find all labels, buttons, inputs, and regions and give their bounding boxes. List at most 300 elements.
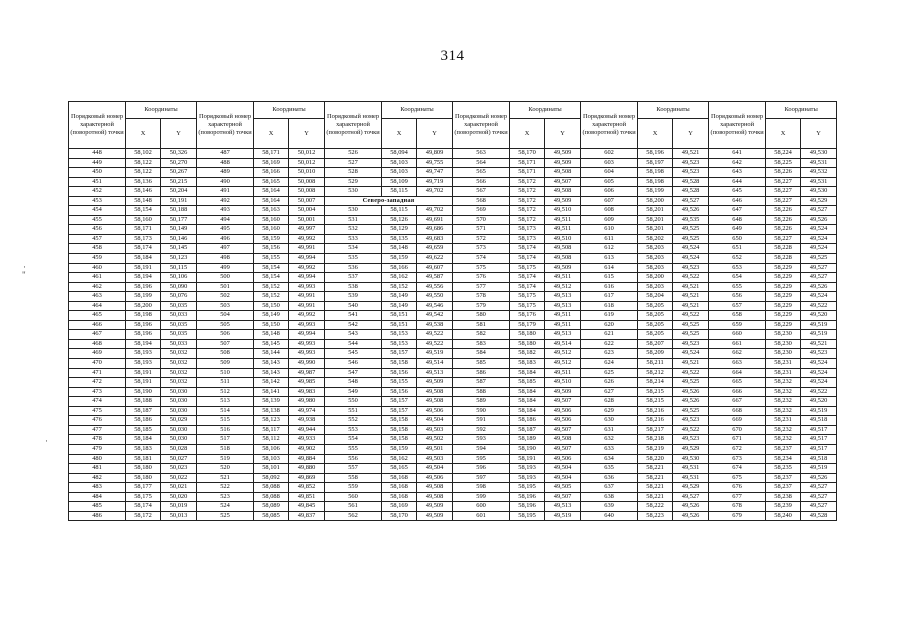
cell-point-number: 557 — [325, 464, 382, 474]
cell-y: 49,524 — [801, 244, 837, 254]
cell-x: 58,164 — [254, 196, 289, 206]
cell-point-number: 569 — [453, 206, 510, 216]
cell-point-number: 498 — [197, 254, 254, 264]
cell-y: 49,556 — [417, 282, 453, 292]
cell-x: 58,175 — [510, 292, 545, 302]
cell-y: 49,525 — [801, 254, 837, 264]
cell-point-number: 677 — [709, 492, 766, 502]
cell-x: 58,154 — [254, 263, 289, 273]
cell-x: 58,218 — [638, 435, 673, 445]
cell-x: 58,201 — [638, 206, 673, 216]
cell-point-number: 651 — [709, 244, 766, 254]
cell-point-number: 636 — [581, 473, 638, 483]
cell-point-number: 448 — [69, 149, 126, 159]
cell-y: 49,523 — [673, 158, 709, 168]
cell-x: 58,205 — [638, 320, 673, 330]
cell-y: 50,030 — [161, 387, 197, 397]
cell-x: 58,179 — [510, 320, 545, 330]
cell-point-number: 664 — [709, 368, 766, 378]
cell-x: 58,216 — [638, 416, 673, 426]
cell-x: 58,193 — [126, 359, 161, 369]
cell-point-number: 524 — [197, 502, 254, 512]
cell-point-number: 637 — [581, 483, 638, 493]
cell-x: 58,221 — [638, 464, 673, 474]
table-row — [69, 435, 837, 445]
cell-point-number: 578 — [453, 292, 510, 302]
cell-point-number: 550 — [325, 397, 382, 407]
cell-y: 49,529 — [673, 483, 709, 493]
cell-x: 58,184 — [126, 435, 161, 445]
cell-x: 58,175 — [126, 492, 161, 502]
cell-y: 49,938 — [289, 416, 325, 426]
cell-x: 58,122 — [126, 168, 161, 178]
cell-x: 58,196 — [510, 492, 545, 502]
cell-point-number: 590 — [453, 406, 510, 416]
cell-point-number: 548 — [325, 378, 382, 388]
cell-y: 49,504 — [417, 464, 453, 474]
cell-point-number: 525 — [197, 511, 254, 521]
cell-point-number: 534 — [325, 244, 382, 254]
cell-y: 50,076 — [161, 292, 197, 302]
cell-y: 49,526 — [673, 206, 709, 216]
cell-y: 49,530 — [801, 187, 837, 197]
cell-x: 58,229 — [766, 282, 801, 292]
cell-y: 50,001 — [289, 215, 325, 225]
cell-x: 58,191 — [510, 454, 545, 464]
cell-y: 49,524 — [801, 359, 837, 369]
table-row — [69, 330, 837, 340]
cell-y: 49,546 — [417, 301, 453, 311]
margin-mark: · — [45, 436, 48, 446]
cell-y: 49,524 — [801, 378, 837, 388]
cell-point-number: 575 — [453, 263, 510, 273]
cell-y: 49,523 — [673, 263, 709, 273]
cell-point-number: 628 — [581, 397, 638, 407]
cell-y: 49,528 — [801, 511, 837, 521]
cell-x: 58,177 — [126, 483, 161, 493]
cell-point-number: 626 — [581, 378, 638, 388]
cell-point-number: 661 — [709, 339, 766, 349]
cell-x: 58,194 — [126, 339, 161, 349]
cell-y: 49,508 — [545, 244, 581, 254]
cell-y: 49,852 — [289, 483, 325, 493]
cell-point-number: 652 — [709, 254, 766, 264]
cell-x: 58,196 — [126, 320, 161, 330]
cell-y: 50,013 — [161, 511, 197, 521]
cell-x: 58,194 — [126, 273, 161, 283]
cell-y: 50,030 — [161, 406, 197, 416]
cell-y: 49,508 — [545, 254, 581, 264]
cell-y: 49,531 — [801, 177, 837, 187]
cell-x: 58,088 — [254, 492, 289, 502]
cell-x: 58,168 — [382, 492, 417, 502]
cell-x: 58,156 — [382, 387, 417, 397]
cell-point-number: 639 — [581, 502, 638, 512]
table-row — [69, 511, 837, 521]
header-y: Y — [289, 119, 325, 149]
cell-point-number: 632 — [581, 435, 638, 445]
cell-x: 58,156 — [254, 244, 289, 254]
cell-y: 49,993 — [289, 349, 325, 359]
cell-x: 58,157 — [382, 349, 417, 359]
cell-point-number: 675 — [709, 473, 766, 483]
cell-y: 49,511 — [545, 320, 581, 330]
cell-y: 49,517 — [801, 435, 837, 445]
cell-y: 49,851 — [289, 492, 325, 502]
cell-y: 49,522 — [801, 301, 837, 311]
cell-point-number: 474 — [69, 397, 126, 407]
cell-y: 49,519 — [801, 320, 837, 330]
cell-point-number: 540 — [325, 301, 382, 311]
cell-point-number: 601 — [453, 511, 510, 521]
cell-y: 49,520 — [801, 397, 837, 407]
cell-y: 49,526 — [801, 282, 837, 292]
cell-y: 50,191 — [161, 196, 197, 206]
cell-point-number: 528 — [325, 168, 382, 178]
cell-y: 49,521 — [673, 301, 709, 311]
cell-point-number: 591 — [453, 416, 510, 426]
cell-x: 58,230 — [766, 349, 801, 359]
cell-y: 49,525 — [673, 330, 709, 340]
cell-y: 49,507 — [545, 492, 581, 502]
cell-point-number: 552 — [325, 416, 382, 426]
cell-x: 58,103 — [254, 454, 289, 464]
cell-y: 49,527 — [801, 273, 837, 283]
cell-x: 58,149 — [254, 311, 289, 321]
cell-y: 49,509 — [545, 196, 581, 206]
cell-point-number: 515 — [197, 416, 254, 426]
cell-x: 58,153 — [382, 339, 417, 349]
cell-point-number: 454 — [69, 206, 126, 216]
cell-point-number: 496 — [197, 234, 254, 244]
cell-point-number: 625 — [581, 368, 638, 378]
cell-x: 58,191 — [126, 368, 161, 378]
header-x: X — [766, 119, 801, 149]
cell-point-number: 659 — [709, 320, 766, 330]
cell-y: 49,510 — [545, 378, 581, 388]
cell-y: 49,518 — [801, 454, 837, 464]
cell-y: 49,532 — [801, 168, 837, 178]
cell-y: 49,869 — [289, 473, 325, 483]
cell-y: 49,509 — [545, 158, 581, 168]
cell-y: 49,683 — [417, 234, 453, 244]
cell-x: 58,115 — [382, 187, 417, 197]
cell-point-number: 629 — [581, 406, 638, 416]
header-point-number: Порядковый номер характерной (поворотной) точки — [453, 102, 510, 149]
cell-x: 58,112 — [254, 435, 289, 445]
cell-x: 58,221 — [638, 473, 673, 483]
cell-y: 49,607 — [417, 263, 453, 273]
table-row — [69, 387, 837, 397]
cell-x: 58,193 — [510, 473, 545, 483]
cell-point-number: 585 — [453, 359, 510, 369]
cell-point-number: 600 — [453, 502, 510, 512]
cell-y: 49,527 — [801, 483, 837, 493]
cell-x: 58,237 — [766, 473, 801, 483]
cell-y: 49,587 — [417, 273, 453, 283]
cell-x: 58,214 — [638, 378, 673, 388]
cell-x: 58,204 — [638, 292, 673, 302]
cell-point-number: 532 — [325, 225, 382, 235]
cell-y: 49,524 — [801, 234, 837, 244]
cell-x: 58,126 — [382, 215, 417, 225]
cell-point-number: 581 — [453, 320, 510, 330]
cell-point-number: 621 — [581, 330, 638, 340]
cell-x: 58,198 — [638, 177, 673, 187]
cell-x: 58,135 — [382, 234, 417, 244]
cell-point-number: 538 — [325, 282, 382, 292]
cell-point-number: 510 — [197, 368, 254, 378]
cell-x: 58,232 — [766, 425, 801, 435]
cell-point-number: 508 — [197, 349, 254, 359]
cell-y: 49,527 — [801, 492, 837, 502]
cell-point-number: 666 — [709, 387, 766, 397]
cell-y: 49,755 — [417, 158, 453, 168]
cell-x: 58,172 — [510, 196, 545, 206]
cell-y: 49,992 — [289, 311, 325, 321]
cell-y: 49,502 — [417, 435, 453, 445]
table-row — [69, 168, 837, 178]
cell-x: 58,163 — [254, 206, 289, 216]
header-y: Y — [673, 119, 709, 149]
cell-x: 58,187 — [126, 406, 161, 416]
cell-x: 58,229 — [766, 263, 801, 273]
cell-point-number: 488 — [197, 158, 254, 168]
cell-x: 58,212 — [638, 368, 673, 378]
cell-y: 50,177 — [161, 215, 197, 225]
cell-point-number: 477 — [69, 425, 126, 435]
cell-point-number: 475 — [69, 406, 126, 416]
cell-y: 49,509 — [417, 502, 453, 512]
cell-x: 58,165 — [254, 177, 289, 187]
cell-x: 58,160 — [126, 215, 161, 225]
cell-point-number: 491 — [197, 187, 254, 197]
cell-x: 58,174 — [126, 502, 161, 512]
cell-y: 50,123 — [161, 254, 197, 264]
cell-x: 58,159 — [382, 254, 417, 264]
cell-y: 49,525 — [673, 378, 709, 388]
cell-x: 58,159 — [382, 444, 417, 454]
cell-y: 50,032 — [161, 349, 197, 359]
cell-y: 49,980 — [289, 397, 325, 407]
cell-x: 58,180 — [126, 464, 161, 474]
cell-x: 58,175 — [510, 263, 545, 273]
cell-y: 49,504 — [545, 473, 581, 483]
cell-x: 58,151 — [382, 320, 417, 330]
cell-y: 49,513 — [545, 292, 581, 302]
cell-x: 58,106 — [254, 444, 289, 454]
cell-point-number: 612 — [581, 244, 638, 254]
cell-x: 58,200 — [638, 196, 673, 206]
cell-x: 58,237 — [766, 444, 801, 454]
cell-point-number: 485 — [69, 502, 126, 512]
table-row — [69, 359, 837, 369]
cell-x: 58,109 — [382, 177, 417, 187]
header-point-number: Порядковый номер характерной (поворотной) точки — [325, 102, 382, 149]
cell-x: 58,174 — [510, 244, 545, 254]
cell-point-number: 617 — [581, 292, 638, 302]
cell-y: 49,512 — [545, 359, 581, 369]
cell-x: 58,089 — [254, 502, 289, 512]
cell-y: 49,992 — [289, 234, 325, 244]
cell-point-number: 654 — [709, 273, 766, 283]
cell-x: 58,129 — [382, 225, 417, 235]
cell-point-number: 571 — [453, 225, 510, 235]
cell-point-number: 604 — [581, 168, 638, 178]
cell-x: 58,182 — [510, 349, 545, 359]
cell-y: 49,529 — [673, 444, 709, 454]
cell-point-number: 463 — [69, 292, 126, 302]
cell-point-number: 543 — [325, 330, 382, 340]
cell-point-number: 509 — [197, 359, 254, 369]
cell-x: 58,227 — [766, 187, 801, 197]
cell-x: 58,203 — [638, 254, 673, 264]
cell-x: 58,199 — [126, 292, 161, 302]
cell-x: 58,174 — [510, 273, 545, 283]
cell-x: 58,136 — [126, 177, 161, 187]
cell-y: 49,518 — [801, 416, 837, 426]
cell-point-number: 656 — [709, 292, 766, 302]
cell-y: 50,012 — [289, 158, 325, 168]
cell-y: 49,522 — [801, 387, 837, 397]
table-row — [69, 368, 837, 378]
cell-point-number: 633 — [581, 444, 638, 454]
cell-x: 58,202 — [638, 234, 673, 244]
cell-point-number: 597 — [453, 473, 510, 483]
cell-y: 50,007 — [289, 196, 325, 206]
table-row — [69, 196, 837, 206]
cell-y: 49,522 — [673, 368, 709, 378]
cell-point-number: 610 — [581, 225, 638, 235]
cell-x: 58,232 — [766, 378, 801, 388]
cell-point-number: 587 — [453, 378, 510, 388]
cell-y: 49,508 — [545, 435, 581, 445]
cell-x: 58,184 — [510, 368, 545, 378]
cell-y: 49,531 — [673, 473, 709, 483]
cell-point-number: 457 — [69, 234, 126, 244]
cell-point-number: 516 — [197, 425, 254, 435]
cell-point-number: 547 — [325, 368, 382, 378]
cell-point-number: 565 — [453, 168, 510, 178]
cell-point-number: 596 — [453, 464, 510, 474]
cell-x: 58,157 — [382, 397, 417, 407]
cell-x: 58,203 — [638, 263, 673, 273]
cell-point-number: 588 — [453, 387, 510, 397]
cell-y: 50,035 — [161, 320, 197, 330]
cell-x: 58,150 — [254, 301, 289, 311]
cell-y: 49,513 — [545, 502, 581, 512]
cell-x: 58,196 — [126, 330, 161, 340]
cell-x: 58,115 — [382, 206, 417, 216]
cell-y: 50,035 — [161, 330, 197, 340]
cell-x: 58,191 — [126, 263, 161, 273]
cell-point-number: 663 — [709, 359, 766, 369]
cell-x: 58,232 — [766, 435, 801, 445]
cell-point-number: 546 — [325, 359, 382, 369]
cell-x: 58,155 — [254, 254, 289, 264]
cell-point-number: 669 — [709, 416, 766, 426]
cell-point-number: 611 — [581, 234, 638, 244]
cell-x: 58,205 — [638, 330, 673, 340]
cell-x: 58,235 — [766, 464, 801, 474]
cell-y: 50,030 — [161, 425, 197, 435]
cell-point-number: 655 — [709, 282, 766, 292]
cell-point-number: 658 — [709, 311, 766, 321]
header-x: X — [126, 119, 161, 149]
cell-x: 58,229 — [766, 311, 801, 321]
cell-x: 58,184 — [126, 254, 161, 264]
cell-y: 50,004 — [289, 206, 325, 216]
cell-point-number: 461 — [69, 273, 126, 283]
cell-y: 49,524 — [801, 225, 837, 235]
header-y: Y — [417, 119, 453, 149]
cell-x: 58,148 — [126, 196, 161, 206]
cell-point-number: 605 — [581, 177, 638, 187]
cell-x: 58,085 — [254, 511, 289, 521]
cell-point-number: 553 — [325, 425, 382, 435]
cell-y: 49,521 — [673, 149, 709, 159]
cell-y: 49,507 — [545, 177, 581, 187]
cell-y: 49,525 — [673, 225, 709, 235]
table-row — [69, 416, 837, 426]
cell-point-number: 567 — [453, 187, 510, 197]
cell-point-number: 589 — [453, 397, 510, 407]
cell-point-number: 560 — [325, 492, 382, 502]
cell-x: 58,226 — [766, 215, 801, 225]
cell-y: 49,509 — [545, 263, 581, 273]
cell-point-number: 506 — [197, 330, 254, 340]
cell-x: 58,238 — [766, 492, 801, 502]
table-row — [69, 215, 837, 225]
cell-point-number: 476 — [69, 416, 126, 426]
cell-y: 49,524 — [673, 349, 709, 359]
cell-x: 58,172 — [510, 206, 545, 216]
cell-x: 58,193 — [126, 349, 161, 359]
cell-x: 58,139 — [254, 397, 289, 407]
cell-point-number: 566 — [453, 177, 510, 187]
cell-x: 58,094 — [382, 149, 417, 159]
cell-point-number: 607 — [581, 196, 638, 206]
cell-point-number: 468 — [69, 339, 126, 349]
cell-point-number: 471 — [69, 368, 126, 378]
cell-x: 58,215 — [638, 387, 673, 397]
cell-point-number: 556 — [325, 454, 382, 464]
cell-x: 58,173 — [510, 225, 545, 235]
cell-y: 49,503 — [417, 425, 453, 435]
cell-y: 49,525 — [673, 320, 709, 330]
table-row — [69, 473, 837, 483]
table-row — [69, 492, 837, 502]
cell-x: 58,229 — [766, 320, 801, 330]
cell-point-number: 458 — [69, 244, 126, 254]
cell-y: 49,504 — [545, 464, 581, 474]
cell-y: 49,974 — [289, 406, 325, 416]
cell-x: 58,152 — [254, 292, 289, 302]
cell-point-number: 451 — [69, 177, 126, 187]
cell-x: 58,152 — [254, 282, 289, 292]
cell-x: 58,234 — [766, 454, 801, 464]
cell-y: 49,991 — [289, 292, 325, 302]
cell-point-number: 530 — [325, 206, 382, 216]
cell-point-number: 623 — [581, 349, 638, 359]
cell-y: 49,519 — [545, 511, 581, 521]
header-y: Y — [161, 119, 197, 149]
cell-x: 58,141 — [254, 387, 289, 397]
cell-y: 50,326 — [161, 149, 197, 159]
cell-point-number: 645 — [709, 187, 766, 197]
cell-x: 58,195 — [510, 511, 545, 521]
cell-x: 58,165 — [382, 464, 417, 474]
